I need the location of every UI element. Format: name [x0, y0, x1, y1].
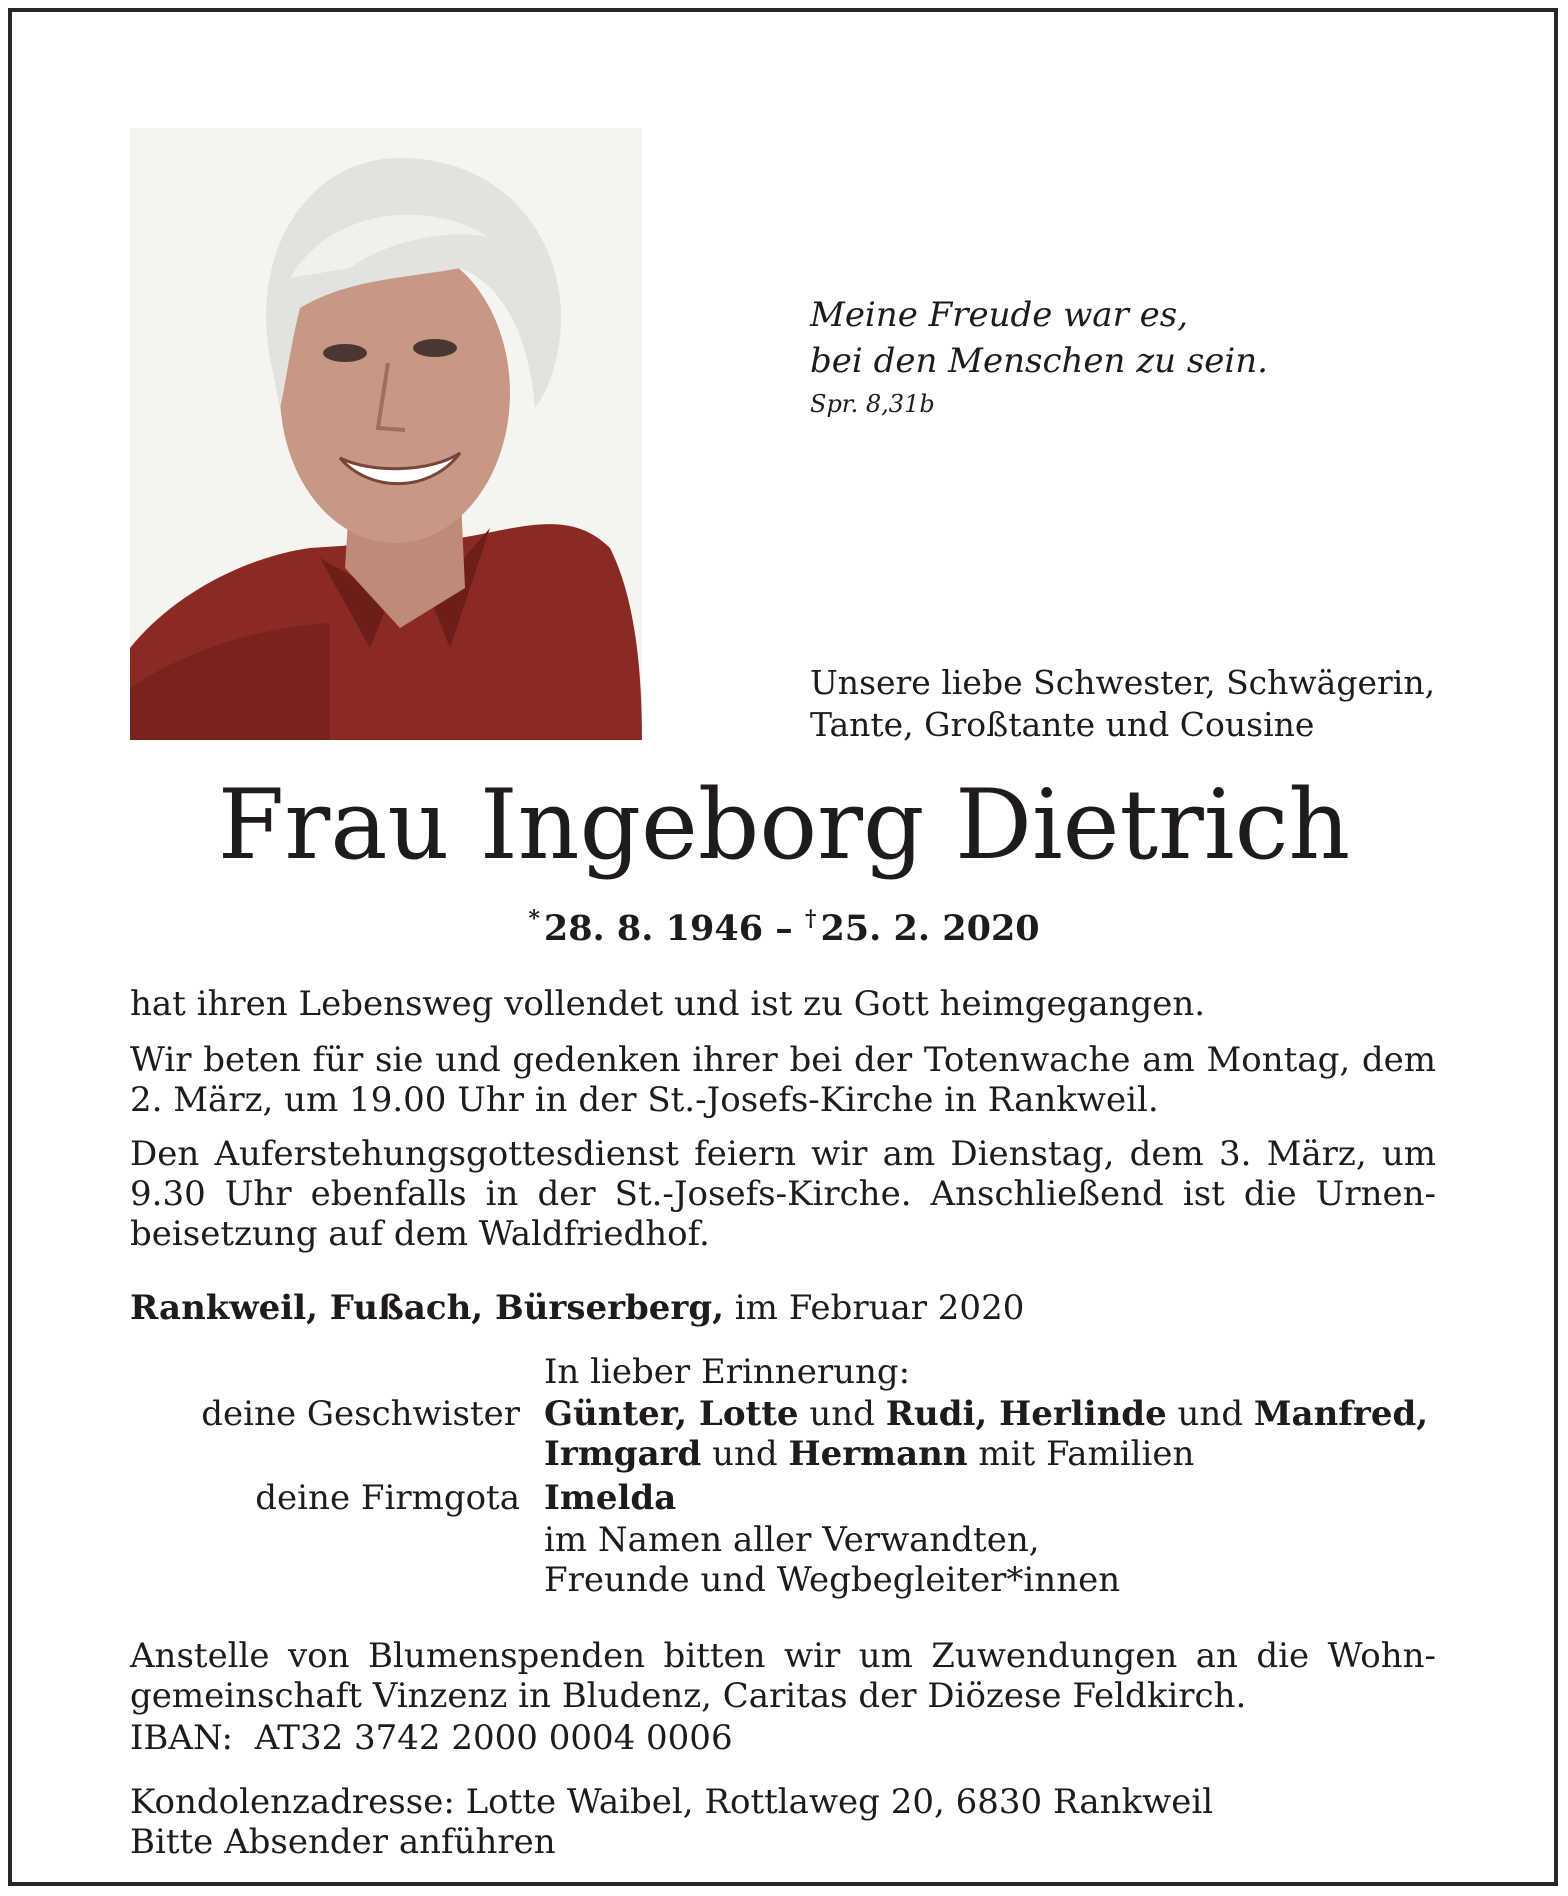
bible-quote: [810, 292, 1268, 384]
siblings-line-1: [544, 1394, 1444, 1434]
sibling-name: Rudi, Herlinde: [885, 1394, 1167, 1434]
siblings-line-2: [544, 1434, 1444, 1474]
place-names: Rankweil, Fußach, Bürserberg,: [130, 1288, 724, 1328]
conjunction: und: [712, 1434, 778, 1474]
paragraph-funeral: Den Auferstehungsgottesdienst feiern wir am Dienstag, dem 3. März, um 9.30 Uhr ebenfalls in der St.-Josefs-Kirche. Anschließend ist die Urnenbeisetzung auf dem Waldfriedhof.: [130, 1134, 1436, 1254]
siblings-suffix: mit Familien: [978, 1434, 1195, 1474]
intro-line-2: Tante, Großtante und Cousine: [810, 705, 1315, 744]
iban-line: [130, 1718, 733, 1758]
sibling-name: Manfred,: [1253, 1394, 1429, 1434]
life-dates: [0, 906, 1568, 949]
conjunction: und: [1177, 1394, 1244, 1434]
quote-reference: Spr. 8,31b: [810, 390, 935, 418]
sibling-name: Irmgard: [544, 1434, 702, 1474]
quote-line-2: bei den Menschen zu sein.: [810, 341, 1268, 381]
sibling-name: Günter, Lotte: [544, 1394, 799, 1434]
place-date: [130, 1288, 1024, 1328]
sibling-name: Hermann: [788, 1434, 968, 1474]
announcement-date: im Februar 2020: [734, 1288, 1025, 1328]
condolence-line-1: Kondolenzadresse: Lotte Waibel, Rottlaweg 20, 6830 Rankweil: [130, 1782, 1214, 1822]
other-mourners-line-2: Freunde und Wegbegleiter*innen: [544, 1560, 1121, 1600]
birth-symbol: *: [528, 906, 540, 932]
paragraph-passing: hat ihren Lebensweg vollendet und ist zu Gott heimgegangen.: [130, 984, 1206, 1024]
intro-line-1: Unsere liebe Schwester, Schwägerin,: [810, 663, 1436, 702]
godmother-label: deine Firmgota: [255, 1478, 520, 1518]
mourners-heading: In lieber Erinnerung:: [544, 1352, 911, 1392]
deceased-name: Frau Ingeborg Dietrich: [217, 769, 1351, 881]
intro-text: [810, 662, 1435, 746]
date-separator: –: [775, 908, 793, 949]
donation-request: Anstelle von Blumenspenden bitten wir um Zuwendungen an die Wohngemeinschaft Vinzenz in Bludenz, Caritas der Diözese Feldkirch.: [130, 1636, 1436, 1716]
godmother-name: Imelda: [544, 1478, 677, 1518]
siblings-label: deine Geschwister: [201, 1394, 520, 1434]
portrait-photo: [130, 128, 642, 740]
other-mourners-line-1: im Namen aller Verwandten,: [544, 1520, 1040, 1560]
paragraph-wake: Wir beten für sie und gedenken ihrer bei der Totenwache am Montag, dem 2. März, um 19.00 Uhr in der St.-Josefs-Kirche in Rankweil.: [130, 1040, 1436, 1120]
quote-line-1: Meine Freude war es,: [810, 295, 1189, 335]
death-date: 25. 2. 2020: [820, 908, 1040, 949]
other-mourners: [544, 1520, 1120, 1600]
birth-date: 28. 8. 1946: [543, 908, 764, 949]
iban-label: IBAN:: [130, 1718, 233, 1758]
condolence-address: [130, 1782, 1213, 1862]
conjunction: und: [809, 1394, 875, 1434]
portrait-illustration: [130, 128, 642, 740]
godmother-name-wrap: [544, 1478, 1444, 1518]
death-symbol: †: [804, 906, 817, 932]
condolence-line-2: Bitte Absender anführen: [130, 1822, 556, 1862]
siblings-names: [544, 1394, 1444, 1474]
iban-number: AT32 3742 2000 0004 0006: [254, 1718, 733, 1758]
